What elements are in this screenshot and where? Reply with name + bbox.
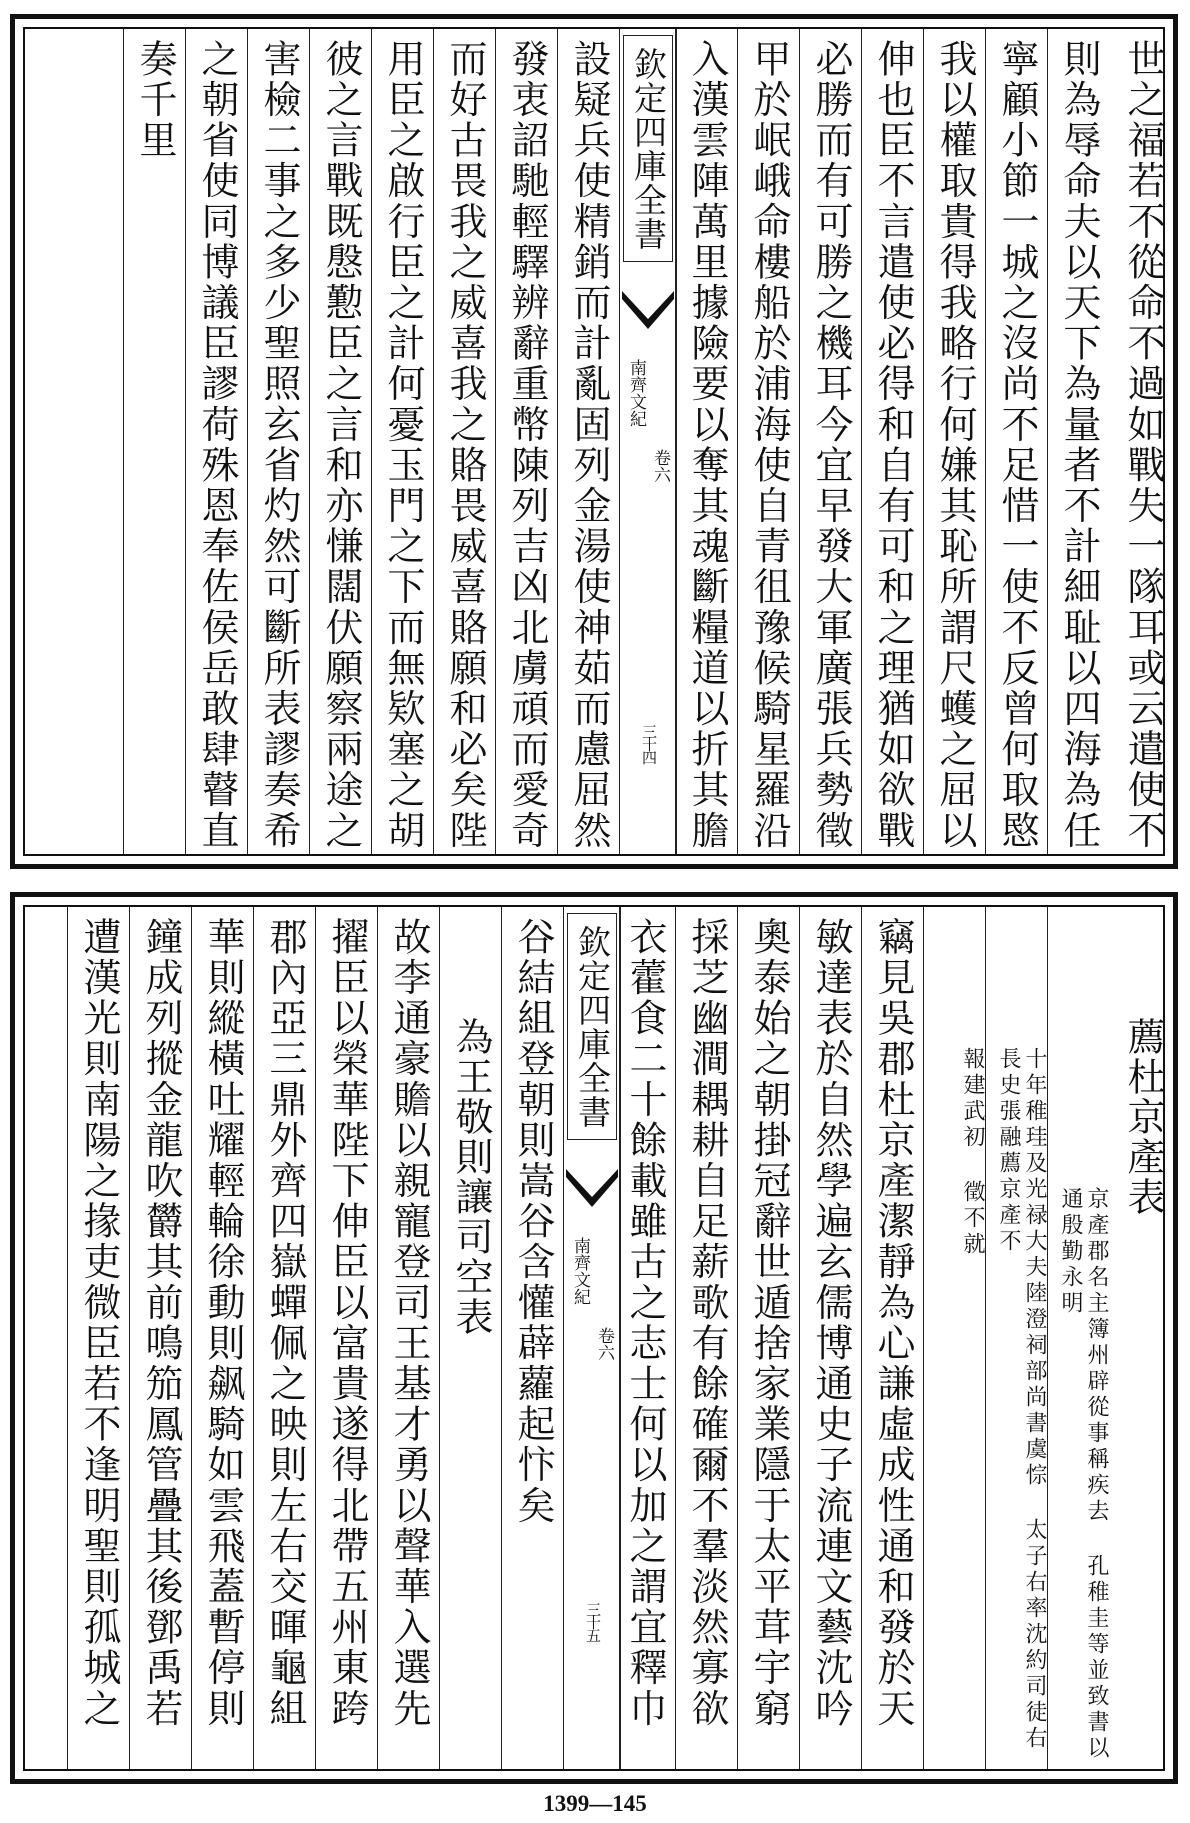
text-column: 竊見吳郡杜京產潔靜為心謙虛成性通和發於天: [861, 907, 923, 1769]
section-heading: 為王敬則讓司空表: [439, 907, 501, 1769]
text-column: 發衷詔馳輕驛辨辭重幣陳列吉凶北虜頑而愛奇: [495, 29, 557, 854]
text-column: 郡內亞三鼎外齊四嶽蟬佩之映則左右交暉龜組: [253, 907, 315, 1769]
center-fold: [619, 29, 677, 854]
annotation-column: 報建武初 徵不就: [923, 907, 985, 1769]
text-column: 而好古畏我之威喜我之賂畏威喜賂願和必矣陛: [433, 29, 495, 854]
collection-title: 欽定四庫全書: [567, 913, 617, 1140]
annotation-column: 十年稚珪及光禄大夫陸澄祠部尚書虞悰 太子右率沈約司徒右長史張融薦京產不: [985, 907, 1047, 1769]
page-frame-bottom: [23, 905, 1165, 1771]
annotation-column: 京產郡名主簿州辟從事稱疾去 孔稚圭等並致書以通殷勤永明: [1047, 907, 1109, 1769]
text-column: 彼之言戰既慇懃臣之言和亦慊闊伏願察兩途之: [309, 29, 371, 854]
section-heading: 薦杜京產表: [1121, 1017, 1165, 1217]
text-column: 華則縱橫吐耀輕輪徐動則飙騎如雲飛蓋暫停則: [191, 907, 253, 1769]
volume-label: 卷六: [594, 1327, 614, 1361]
text-column: 世之福若不從命不過如戰失一隊耳或云遣使不: [1121, 39, 1165, 851]
text-column: 用臣之啟行臣之計何憂玉門之下而無欵塞之胡: [371, 29, 433, 854]
fishtail-mark-icon: [564, 1167, 620, 1217]
center-fold: [563, 907, 621, 1769]
collection-title: 欽定四庫全書: [623, 35, 673, 262]
text-column: 奏千里: [123, 29, 185, 854]
page-panel-top: [10, 14, 1178, 869]
text-column: 我以權取貴得我略行何嫌其恥所謂尺蠖之屈以: [923, 29, 985, 854]
page-number: 三十四: [640, 724, 658, 763]
text-column: 入漢雲陣萬里據險要以奪其魂斷糧道以折其膽: [675, 29, 737, 854]
text-column: 採芝幽澗耦耕自足薪歌有餘確爾不羣淡然寡欲: [675, 907, 737, 1769]
text-column: 衣藿食二十餘載雖古之志士何以加之謂宜釋巾: [619, 907, 675, 1769]
text-column: 谷結組登朝則嵩谷含懽薜蘿起忭矣: [501, 907, 563, 1769]
book-title: 南齊文紀: [570, 1237, 590, 1305]
text-column: 故李通豪贍以親寵登司王基才勇以聲華入選先: [377, 907, 439, 1769]
page-panel-bottom: [10, 892, 1178, 1784]
fishtail-mark-icon: [620, 289, 676, 339]
page-number: 三十五: [584, 1602, 602, 1641]
text-column: 設疑兵使精銷而計亂固列金湯使神茹而慮屈然: [557, 29, 619, 854]
text-column: 害檢二事之多少聖照玄省灼然可斷所表謬奏希: [247, 29, 309, 854]
text-column: 伸也臣不言遣使必得和自有可和之理猶如欲戰: [861, 29, 923, 854]
text-column: 鐘成列摐金龍吹欝其前鳴笳鳳管疊其後鄧禹若: [129, 907, 191, 1769]
text-column: 奧泰始之朝掛冠辭世遁捨家業隱于太平茸宇窮: [737, 907, 799, 1769]
text-column: 之朝省使同博議臣謬荷殊恩奉佐侯岳敢肆瞽直: [185, 29, 247, 854]
text-column: 敏達表於自然學遍玄儒博通史子流連文藝沈吟: [799, 907, 861, 1769]
text-column: 擢臣以榮華陛下伸臣以富貴遂得北帶五州東跨: [315, 907, 377, 1769]
text-column: 甲於岷峨命樓船於浦海使自青徂豫候騎星羅沿: [737, 29, 799, 854]
text-column: 必勝而有可勝之機耳今宜早發大軍廣張兵勢徵: [799, 29, 861, 854]
text-column: 遭漢光則南陽之掾吏微臣若不逢明聖則孤城之: [67, 907, 129, 1769]
page-frame-top: [23, 27, 1165, 856]
book-title: 南齊文紀: [626, 359, 646, 427]
text-column: 則為辱命夫以天下為量者不計細耻以四海為任: [1047, 29, 1109, 854]
page-footer-number: 1399—145: [543, 1791, 647, 1816]
text-column: 寧顧小節一城之沒尚不足惜一使不反曾何取愍: [985, 29, 1047, 854]
volume-label: 卷六: [650, 449, 670, 483]
